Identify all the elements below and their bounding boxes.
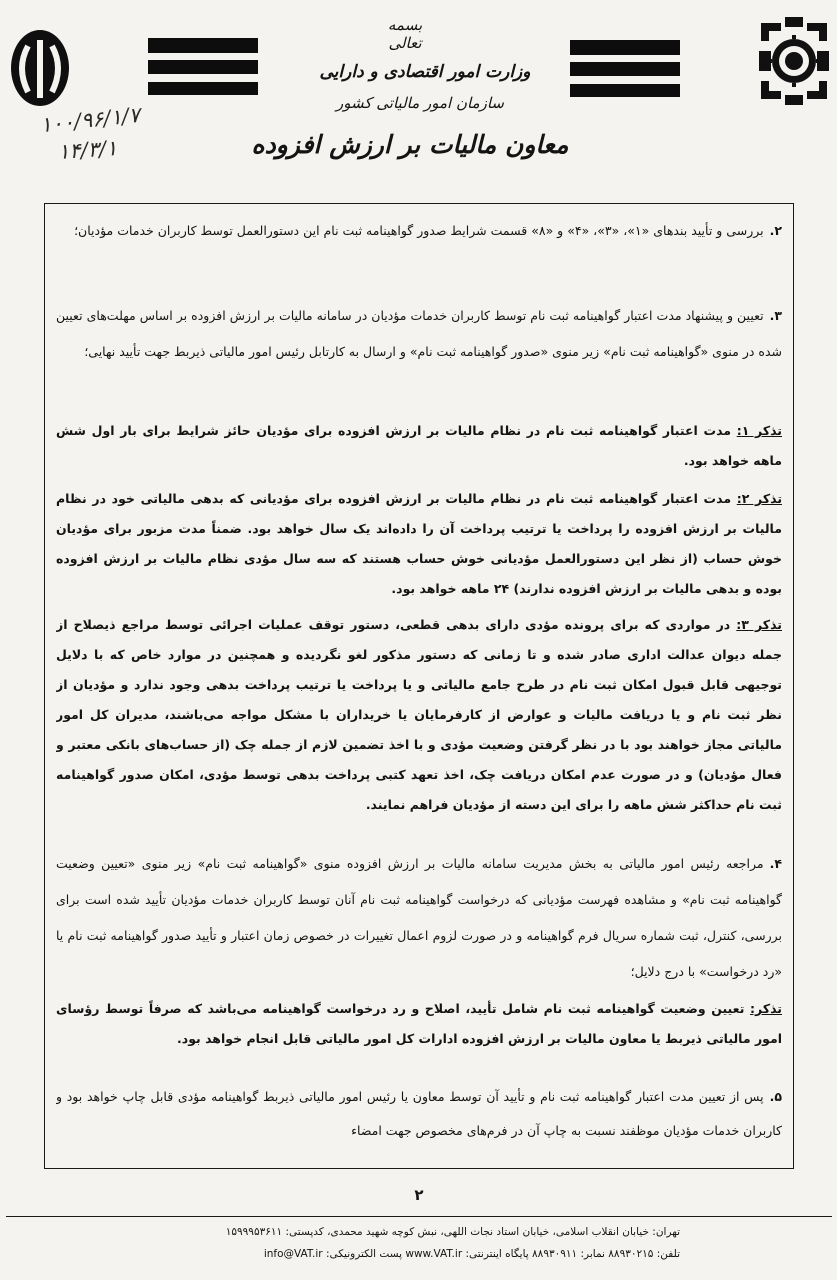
paragraph-number: ۳.	[769, 308, 782, 323]
note-text: مدت اعتبار گواهینامه ثبت نام در نظام مالیات بر ارزش افزوده برای مؤدیانی که بدهی مالیاتی خود در نظام مالیات بر ارزش افزوده را پرداخت یا ترتیب پرداخت آن را داده‌اند یک سال خواهد بود. ضمناً مدت مزبور برای مؤدیان خوش حساب (از نظر این دستورالعمل مؤدیانی خوش حساب هستند که سه سال مؤدی نظام مالیات بر ارزش افزوده بوده و بدهی مالیات بر ارزش افزوده ندارند) ۲۴ ماهه خواهد بود.	[56, 491, 782, 596]
redaction-bar	[148, 82, 258, 95]
footer-address: تهران: خیابان انقلاب اسلامی، خیابان استاد نجات اللهی، نبش کوچه شهید محمدی، کدپستی: ۱۵۹۹۹۵۳۶۱۱	[225, 1226, 680, 1238]
note-2	[56, 484, 782, 604]
paragraph-2	[56, 216, 782, 245]
paragraph-text: بررسی و تأیید بندهای «۱»، «۳»، «۴» و «۸» قسمت شرایط صدور گواهینامه ثبت نام این دستورالعمل توسط کاربران خدمات مؤدیان؛	[74, 223, 764, 238]
redaction-bar	[570, 62, 680, 76]
footer-divider	[6, 1216, 832, 1217]
bismillah-heading: بسمه تعالی	[387, 16, 423, 52]
document-body	[56, 206, 782, 1162]
handwritten-number: ۱۰۰/۹۶/۱/۷	[39, 102, 142, 138]
iran-emblem-logo	[8, 26, 72, 114]
note-text: مدت اعتبار گواهینامه ثبت نام در نظام مالیات بر ارزش افزوده برای مؤدیان حائز شرایط برای بار اول شش ماهه خواهد بود.	[56, 423, 782, 468]
note-label: تذکر ۳:	[736, 617, 782, 632]
note-text: تعیین وضعیت گواهینامه ثبت نام شامل تأیید، اصلاح و رد درخواست گواهینامه می‌باشد که صرفاً توسط رؤسای امور مالیاتی ذیربط یا معاون مالیات بر ارزش افزوده ادارات کل امور مالیاتی قابل انجام خواهد بود.	[56, 1001, 782, 1046]
redaction-bar	[148, 38, 258, 53]
paragraph-number: ۵.	[769, 1089, 782, 1104]
paragraph-text: مراجعه رئیس امور مالیاتی به بخش مدیریت سامانه مالیات بر ارزش افزوده منوی «گواهینامه ثبت نام» زیر منوی «تعیین وضعیت گواهینامه ثبت نام» و مشاهده فهرست مؤدیانی که درخواست گواهینامه ثبت نام آنان توسط کاربران خدمات مؤدیان تأیید شده است برای بررسی، کنترل، ثبت شماره سریال فرم گواهینامه و در صورت لزوم اعمال تغییرات در خصوص زمان اعتبار و تأیید صدور گواهینامه ثبت نام یا «رد درخواست» با درج دلایل؛	[56, 856, 782, 979]
paragraph-4	[56, 846, 782, 990]
paragraph-number: ۴.	[769, 856, 782, 871]
note-label: تذکر ۲:	[736, 491, 782, 506]
redaction-bar	[570, 84, 680, 97]
paragraph-text: پس از تعیین مدت اعتبار گواهینامه ثبت نام و تأیید آن توسط معاون یا رئیس امور مالیاتی ذیربط گواهینامه مؤدی قابل چاپ خواهد بود و کاربران خدمات مؤدیان موظفند نسبت به چاپ آن در فرم‌های مخصوص جهت امضاء	[56, 1089, 782, 1138]
footer-contact: تلفن: ۸۸۹۳۰۲۱۵ نمابر: ۸۸۹۳۰۹۱۱ پایگاه اینترنتی: www.VAT.ir پست الکترونیکی: info@VAT.ir	[263, 1248, 680, 1260]
note-text: در مواردی که برای پرونده مؤدی دارای بدهی قطعی، دستور توقف عملیات اجرائی توسط مراجع ذیصلاح از جمله دیوان عدالت اداری صادر شده و تا زمانی که دستور مذکور لغو نگردیده و همچنین در موارد خاص که با دلایل توجیهی قابل قبول امکان ثبت نام در طرح جامع مالیاتی و یا پرداخت یا ترتیب پرداخت بدهی وجود ندارد و مؤدیان از نظر ثبت نام و یا دریافت مالیات و عوارض از کارفرمایان یا خریداران با مشکل مواجه می‌باشند، مدیران کل امور مالیاتی مجاز خواهند بود با در نظر گرفتن وضعیت مؤدی و با اخذ تضمین لازم از جمله چک (از حساب‌های بانکی معتبر و فعال مؤدیان) و در صورت عدم امکان دریافت چک، اخذ تعهد کتبی پرداخت بدهی توسط مؤدی، امکان صدور گواهینامه ثبت نام حداکثر شش ماهه را برای این دسته از مؤدیان فراهم نمایند.	[56, 617, 782, 812]
ministry-name: وزارت امور اقتصادی و دارایی	[319, 62, 531, 82]
redaction-bar	[570, 40, 680, 55]
note-1	[56, 416, 782, 476]
note-label: تذکر:	[750, 1001, 782, 1016]
redaction-bar	[148, 60, 258, 74]
note-4	[56, 994, 782, 1054]
note-label: تذکر ۱:	[736, 423, 782, 438]
paragraph-number: ۲.	[769, 223, 782, 238]
paragraph-3	[56, 298, 782, 370]
page-number: ۲	[414, 1186, 424, 1204]
paragraph-5	[56, 1080, 782, 1148]
organization-name: سازمان امور مالیاتی کشور	[336, 94, 504, 112]
deputy-title: معاون مالیات بر ارزش افزوده	[251, 130, 569, 159]
handwritten-date: ۱۴/۳/۱	[57, 135, 119, 165]
paragraph-text: تعیین و پیشنهاد مدت اعتبار گواهینامه ثبت نام توسط کاربران خدمات مؤدیان در سامانه مالیات بر ارزش افزوده بر اساس مهلت‌های تعیین شده در منوی «گواهینامه ثبت نام» زیر منوی «صدور گواهینامه ثبت نام» و ارسال به کارتابل رئیس امور مالیاتی ذیربط جهت تأیید نهایی؛	[56, 308, 782, 359]
note-3	[56, 610, 782, 820]
tax-organization-logo	[755, 15, 833, 107]
